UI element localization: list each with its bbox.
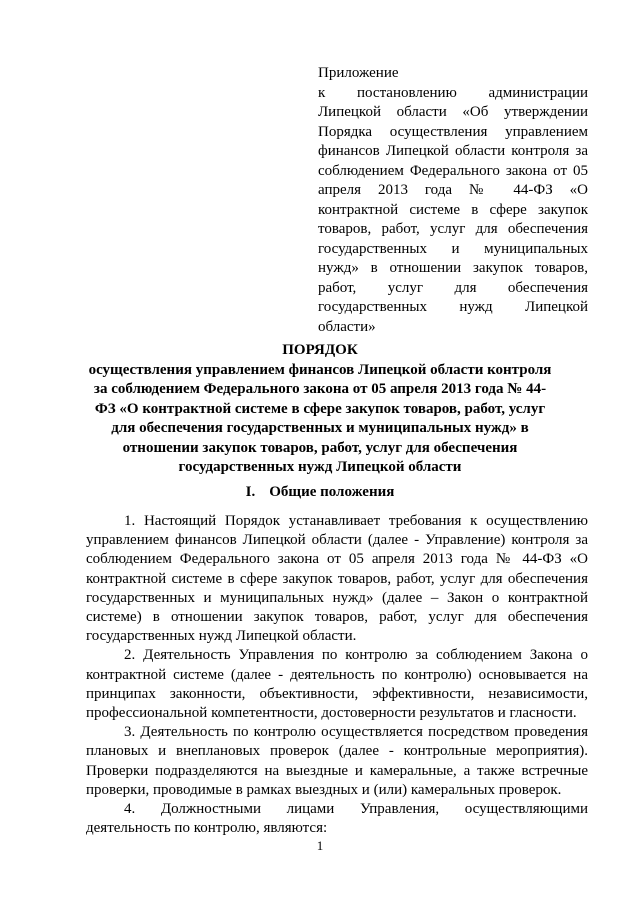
paragraph: 3. Деятельность по контролю осуществляется посредством проведения плановых и внеплановых проверок (далее - контрольные мероприятия). Проверки подразделяются на выездные и камеральные, а также встречные проверки, проводимые в рамках выездных и (или) камеральных проверок. [86, 724, 588, 798]
document-heading [85, 341, 555, 478]
section-content [86, 512, 588, 838]
paragraph: 1. Настоящий Порядок устанавливает требования к осуществлению управлением финансов Липецкой области (далее - Управление) контроля за соблюдением Федерального закона от 05 апреля 2013 года № 44-ФЗ «О контрактной системе в сфере закупок товаров, работ, услуг для обеспечения государственных и муниципальных нужд» (далее – Закон о контрактной системе) в отношении закупок товаров, работ, услуг для обеспечения государственных нужд Липецкой области. [86, 513, 588, 645]
appendix-body: к постановлению администрации Липецкой области «Об утверждении Порядка осуществления управлением финансов Липецкой области контроля за соблюдением Федерального закона от 05 апреля 2013 года № 44-ФЗ «О контрактной системе в сфере закупок товаров, работ, услуг для обеспечения государственных и муниципальных нужд» в отношении закупок товаров, работ, услуг для обеспечения государственных нужд Липецкой области» [318, 84, 588, 335]
section-title: Общие положения [269, 484, 395, 500]
page-number: 1 [316, 838, 324, 853]
appendix-block [318, 64, 588, 337]
paragraph: 2. Деятельность Управления по контролю за соблюдением Закона о контрактной системе (далее - деятельность по контролю) основывается на принципах законности, объективности, эффективности, независимости, профессиональной компетентности, достоверности результатов и гласности. [86, 647, 588, 722]
section-number: I. [245, 484, 256, 500]
document-subtitle: осуществления управлением финансов Липецкой области контроля за соблюдением Федерального закона от 05 апреля 2013 года № 44-ФЗ «О контрактной системе в сфере закупок товаров, работ, услуг для обеспечения государственных и муниципальных нужд» в отношении закупок товаров, работ, услуг для обеспечения государственных нужд Липецкой области [88, 361, 552, 475]
appendix-title: Приложение [318, 65, 399, 81]
paragraph: 4. Должностными лицами Управления, осуществляющими деятельность по контролю, являются: [86, 801, 588, 837]
section-heading [85, 482, 555, 502]
document-title: ПОРЯДОК [282, 342, 358, 358]
